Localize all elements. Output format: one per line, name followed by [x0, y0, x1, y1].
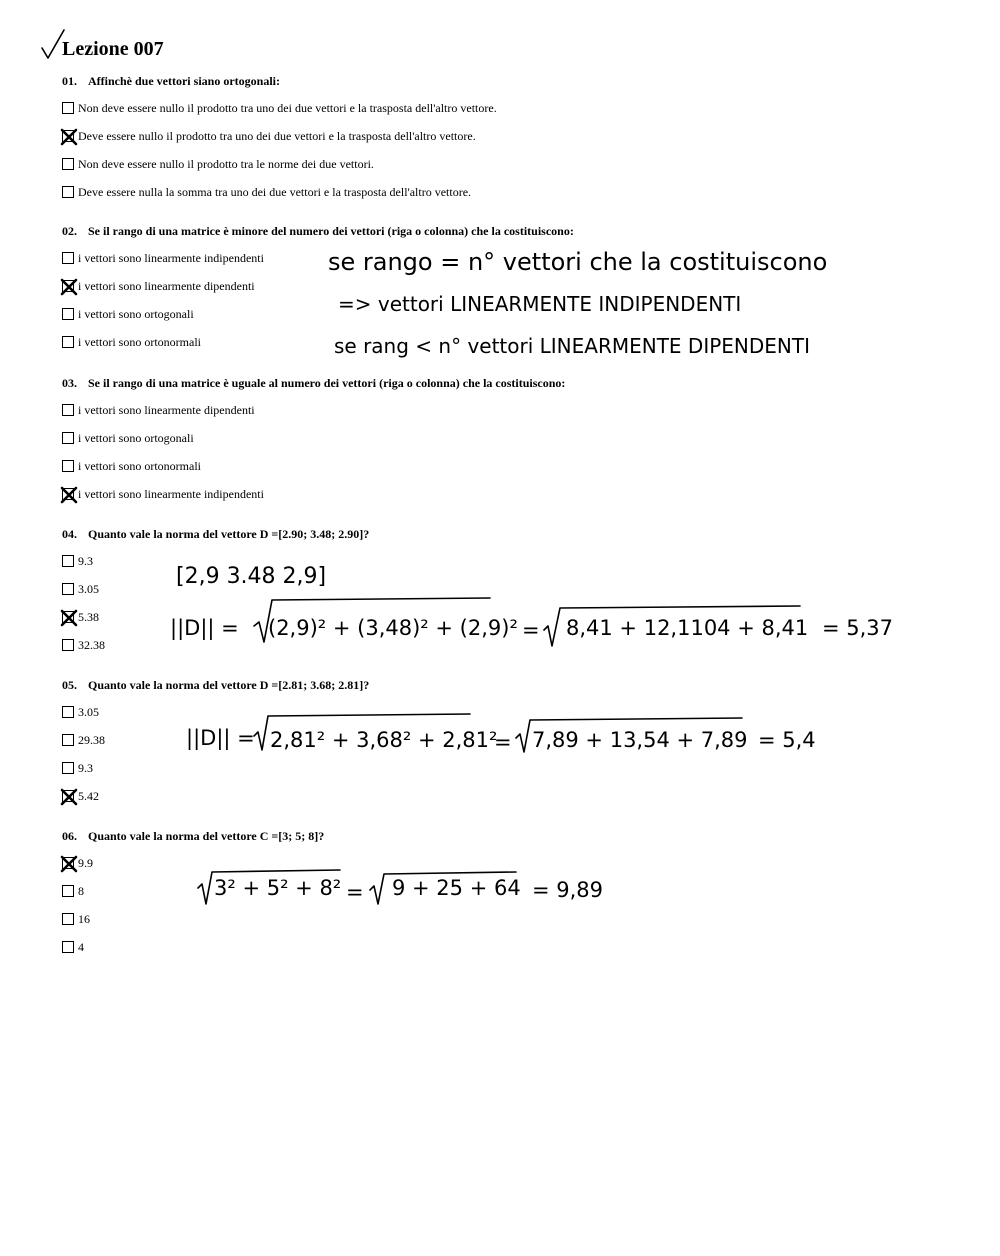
answer-option[interactable]: [62, 250, 264, 266]
checkbox-checked[interactable]: [62, 857, 74, 869]
answer-option[interactable]: [62, 458, 201, 474]
handwritten-equals: =: [522, 618, 540, 642]
checkbox[interactable]: [62, 583, 74, 595]
question-number: 02.: [62, 224, 77, 238]
option-label: 8: [78, 884, 84, 898]
x-mark-icon: [61, 610, 77, 626]
answer-option[interactable]: [62, 788, 99, 804]
answer-option[interactable]: [62, 704, 99, 720]
handwritten-vector: [2,9 3.48 2,9]: [176, 564, 327, 589]
checkbox[interactable]: [62, 186, 74, 198]
question-text: [62, 527, 369, 542]
handwritten-note-line1: se rango = n° vettori che la costituiscono: [328, 248, 828, 276]
question-text: [62, 224, 574, 239]
checkbox[interactable]: [62, 308, 74, 320]
checkbox[interactable]: [62, 404, 74, 416]
question-text: [62, 74, 280, 89]
checkbox[interactable]: [62, 158, 74, 170]
checkbox[interactable]: [62, 252, 74, 264]
x-mark-icon: [61, 487, 77, 503]
question-label: Quanto vale la norma del vettore D =[2.81; 3.68; 2.81]?: [88, 678, 370, 692]
option-label: i vettori sono linearmente indipendenti: [78, 487, 264, 501]
option-label: i vettori sono ortogonali: [78, 307, 194, 321]
answer-option[interactable]: [62, 402, 255, 418]
answer-option[interactable]: [62, 100, 497, 116]
checkbox-checked[interactable]: [62, 790, 74, 802]
handwritten-result: = 5,4: [758, 728, 816, 752]
checkbox[interactable]: [62, 885, 74, 897]
checkbox[interactable]: [62, 460, 74, 472]
answer-option[interactable]: [62, 581, 99, 597]
question-label: Se il rango di una matrice è uguale al numero dei vettori (riga o colonna) che la costituiscono:: [88, 376, 566, 390]
checkbox-checked[interactable]: [62, 280, 74, 292]
option-label: 3.05: [78, 582, 99, 596]
handwritten-radicand-sum: 9 + 25 + 64: [392, 876, 521, 900]
option-label: Non deve essere nullo il prodotto tra uno dei due vettori e la trasposta dell'altro vettore.: [78, 101, 497, 115]
question-text: [62, 376, 565, 391]
option-label: 9.9: [78, 856, 93, 870]
handwritten-equals: =: [494, 730, 512, 754]
checkbox[interactable]: [62, 555, 74, 567]
option-label: 32.38: [78, 638, 105, 652]
question-label: Se il rango di una matrice è minore del numero dei vettori (riga o colonna) che la costituiscono:: [88, 224, 574, 238]
option-label: i vettori sono ortonormali: [78, 459, 201, 473]
answer-option[interactable]: [62, 609, 99, 625]
page-title: Lezione 007: [62, 38, 164, 60]
option-label: 16: [78, 912, 90, 926]
answer-option[interactable]: [62, 911, 90, 927]
handwritten-radicand-sum: 7,89 + 13,54 + 7,89: [532, 728, 748, 752]
answer-option[interactable]: [62, 430, 194, 446]
handwritten-radicand: 2,81² + 3,68² + 2,81²: [270, 728, 498, 752]
option-label: 9.3: [78, 554, 93, 568]
question-label: Quanto vale la norma del vettore C =[3; 5; 8]?: [88, 829, 325, 843]
question-text: [62, 829, 324, 844]
handwritten-note-line2: => vettori LINEARMENTE INDIPENDENTI: [338, 292, 742, 316]
option-label: 29.38: [78, 733, 105, 747]
answer-option[interactable]: [62, 156, 374, 172]
question-text: [62, 678, 369, 693]
handwritten-norm-lhs: ||D|| =: [170, 616, 239, 640]
handwritten-radicand: (2,9)² + (3,48)² + (2,9)²: [268, 616, 518, 640]
checkbox-checked[interactable]: [62, 488, 74, 500]
question-label: Quanto vale la norma del vettore D =[2.90; 3.48; 2.90]?: [88, 527, 370, 541]
handwritten-result: = 5,37: [822, 616, 894, 640]
handwritten-radicand: 3² + 5² + 8²: [214, 876, 342, 900]
question-number: 06.: [62, 829, 77, 843]
answer-option[interactable]: [62, 128, 476, 144]
checkbox[interactable]: [62, 102, 74, 114]
checkbox-checked[interactable]: [62, 130, 74, 142]
option-label: 5.42: [78, 789, 99, 803]
option-label: Deve essere nulla la somma tra uno dei due vettori e la trasposta dell'altro vettore.: [78, 185, 472, 199]
option-label: i vettori sono linearmente dipendenti: [78, 403, 255, 417]
option-label: i vettori sono linearmente indipendenti: [78, 251, 264, 265]
option-label: 4: [78, 940, 84, 954]
checkbox[interactable]: [62, 706, 74, 718]
handwritten-result: = 9,89: [532, 878, 604, 902]
option-label: Deve essere nullo il prodotto tra uno dei due vettori e la trasposta dell'altro vettore.: [78, 129, 476, 143]
answer-option[interactable]: [62, 306, 194, 322]
checkbox[interactable]: [62, 913, 74, 925]
question-label: Affinchè due vettori siano ortogonali:: [88, 74, 280, 88]
option-label: i vettori sono linearmente dipendenti: [78, 279, 255, 293]
answer-option[interactable]: [62, 334, 201, 350]
question-number: 04.: [62, 527, 77, 541]
answer-option[interactable]: [62, 278, 255, 294]
answer-option[interactable]: [62, 184, 471, 200]
answer-option[interactable]: [62, 883, 84, 899]
answer-option[interactable]: [62, 732, 105, 748]
option-label: 9.3: [78, 761, 93, 775]
option-label: i vettori sono ortogonali: [78, 431, 194, 445]
checkbox[interactable]: [62, 639, 74, 651]
option-label: Non deve essere nullo il prodotto tra le norme dei due vettori.: [78, 157, 374, 171]
option-label: 3.05: [78, 705, 99, 719]
question-number: 03.: [62, 376, 77, 390]
answer-option[interactable]: [62, 760, 93, 776]
checkbox-checked[interactable]: [62, 611, 74, 623]
option-label: i vettori sono ortonormali: [78, 335, 201, 349]
x-mark-icon: [61, 129, 77, 145]
checkbox[interactable]: [62, 941, 74, 953]
question-number: 05.: [62, 678, 77, 692]
handwritten-equals: =: [346, 880, 364, 904]
checkbox[interactable]: [62, 734, 74, 746]
handwritten-note-line3: se rang < n° vettori LINEARMENTE DIPENDENTI: [334, 334, 810, 358]
x-mark-icon: [61, 279, 77, 295]
answer-option[interactable]: [62, 637, 105, 653]
x-mark-icon: [61, 789, 77, 805]
checkbox[interactable]: [62, 336, 74, 348]
x-mark-icon: [61, 856, 77, 872]
answer-option[interactable]: [62, 486, 264, 502]
option-label: 5.38: [78, 610, 99, 624]
answer-option[interactable]: [62, 855, 93, 871]
answer-option[interactable]: [62, 553, 93, 569]
checkbox[interactable]: [62, 762, 74, 774]
answer-option[interactable]: [62, 939, 84, 955]
handwritten-norm-lhs: ||D|| =: [186, 726, 255, 750]
question-number: 01.: [62, 74, 77, 88]
checkbox[interactable]: [62, 432, 74, 444]
handwritten-radicand-sum: 8,41 + 12,1104 + 8,41: [566, 616, 809, 640]
